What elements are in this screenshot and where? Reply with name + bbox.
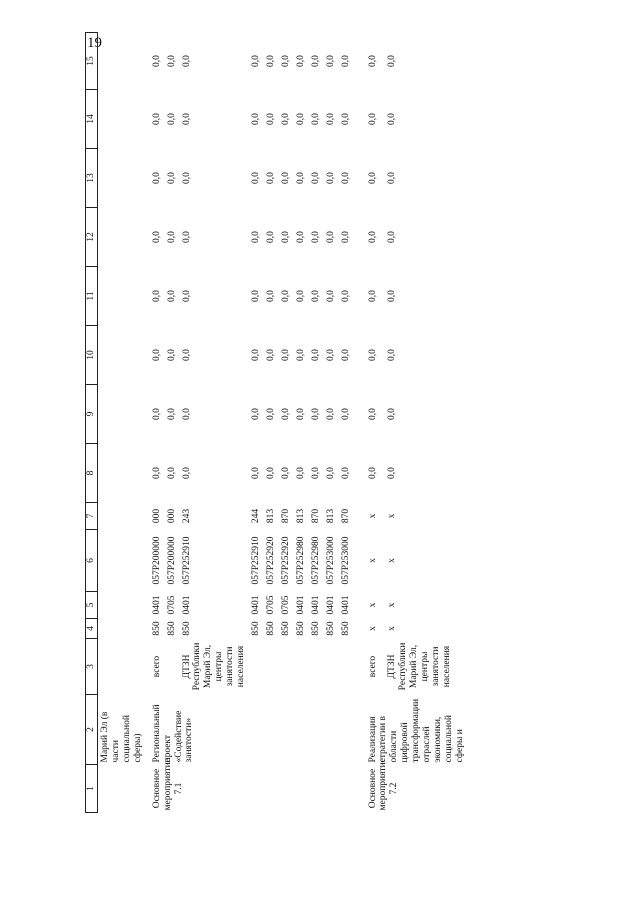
column-header: 11 [86, 267, 98, 326]
value-cell: 0,0 [166, 113, 177, 125]
value-cell: 0,0 [340, 231, 351, 243]
grbs-cell: х [387, 626, 398, 631]
value-cell: 0,0 [295, 55, 306, 67]
value-cell: 0,0 [151, 408, 162, 420]
target-code-cell: 057P252980 [310, 536, 321, 585]
value-cell: 0,0 [310, 408, 321, 420]
value-cell: 0,0 [325, 172, 336, 184]
value-cell: 0,0 [280, 290, 291, 302]
value-cell: 0,0 [265, 172, 276, 184]
expense-type-cell: 870 [280, 508, 291, 524]
target-code-cell: 057P200000 [166, 536, 177, 585]
expense-type-cell: 813 [325, 508, 336, 524]
section-code-cell: 0401 [325, 595, 336, 615]
target-code-cell: 057P252920 [265, 536, 276, 585]
value-cell: 0,0 [310, 290, 321, 302]
value-cell: 0,0 [265, 349, 276, 361]
target-code-cell: х [387, 558, 398, 563]
table-row [354, 33, 386, 813]
grbs-cell: 850 [151, 621, 162, 636]
value-cell: 0,0 [166, 55, 177, 67]
value-cell: 0,0 [387, 231, 398, 243]
column-header: 15 [86, 33, 98, 90]
executor-cell [324, 639, 339, 695]
executor-cell [279, 639, 294, 695]
column-header: 8 [86, 444, 98, 503]
value-cell: 0,0 [387, 172, 398, 184]
grbs-cell: 850 [310, 621, 321, 636]
value-cell: 0,0 [325, 231, 336, 243]
table-cell [98, 326, 146, 385]
executor-cell: всего [367, 655, 378, 678]
target-code-cell: 057P252980 [295, 536, 306, 585]
column-header: 14 [86, 90, 98, 149]
table-cell [98, 619, 146, 639]
value-cell: 0,0 [310, 349, 321, 361]
table-cell [98, 90, 146, 149]
executor-cell [339, 639, 354, 695]
section-code-cell: 0401 [295, 595, 306, 615]
value-cell: 0,0 [325, 467, 336, 479]
expense-type-cell: 813 [265, 508, 276, 524]
value-cell: 0,0 [151, 349, 162, 361]
value-cell: 0,0 [181, 290, 192, 302]
value-cell: 0,0 [340, 290, 351, 302]
value-cell: 0,0 [265, 467, 276, 479]
expense-type-cell: х [367, 513, 378, 519]
table-body [98, 33, 468, 813]
expense-type-cell: 870 [340, 508, 351, 524]
value-cell: 0,0 [280, 349, 291, 361]
table-cell [98, 639, 146, 695]
value-cell: 0,0 [295, 172, 306, 184]
value-cell: 0,0 [265, 231, 276, 243]
target-code-cell: 057P253000 [325, 536, 336, 585]
value-cell: 0,0 [325, 55, 336, 67]
table-cell [98, 592, 146, 619]
section-code-cell: 0401 [151, 595, 162, 615]
expense-type-cell: 870 [310, 508, 321, 524]
value-cell: 0,0 [151, 172, 162, 184]
rotated-table-wrapper [85, 33, 540, 813]
table-cell [98, 444, 146, 503]
grbs-cell: 850 [340, 621, 351, 636]
value-cell: 0,0 [181, 172, 192, 184]
section-code-cell: 0401 [251, 595, 262, 615]
grbs-cell: 850 [166, 621, 177, 636]
value-cell: 0,0 [387, 290, 398, 302]
section-code-cell: 0401 [181, 595, 192, 615]
value-cell: 0,0 [280, 231, 291, 243]
value-cell: 0,0 [295, 290, 306, 302]
column-header: 4 [86, 619, 98, 639]
executor-cell [264, 639, 279, 695]
value-cell: 0,0 [251, 113, 262, 125]
section-code-cell: 0401 [310, 595, 321, 615]
section-name: Основное мероприятие 7.1 [151, 758, 184, 811]
value-cell: 0,0 [280, 55, 291, 67]
column-header: 2 [86, 695, 98, 765]
value-cell: 0,0 [295, 467, 306, 479]
value-cell: 0,0 [340, 55, 351, 67]
table-cell [98, 208, 146, 267]
value-cell: 0,0 [181, 408, 192, 420]
value-cell: 0,0 [367, 290, 378, 302]
grbs-cell: 850 [325, 621, 336, 636]
value-cell: 0,0 [265, 55, 276, 67]
executor-cell [165, 639, 180, 695]
lead-text: Марий Эл (в части социальной сферы) [100, 711, 143, 763]
value-cell: 0,0 [340, 467, 351, 479]
value-cell: 0,0 [280, 467, 291, 479]
header-row [86, 33, 98, 813]
section-name: Основное мероприятие 7.2 [367, 758, 400, 811]
value-cell: 0,0 [166, 231, 177, 243]
expense-type-cell: 243 [181, 508, 192, 524]
expense-type-cell: х [387, 513, 398, 519]
value-cell: 0,0 [367, 408, 378, 420]
value-cell: 0,0 [387, 349, 398, 361]
value-cell: 0,0 [265, 408, 276, 420]
value-cell: 0,0 [166, 290, 177, 302]
executor-cell: всего [151, 655, 162, 678]
value-cell: 0,0 [251, 290, 262, 302]
target-code-cell: 057P200000 [151, 536, 162, 585]
table-cell [98, 385, 146, 444]
value-cell: 0,0 [387, 408, 398, 420]
table-cell [98, 503, 146, 530]
section-description: Реализация стратегии в области цифровой трансформации отраслей экономики, социальной сферы и [367, 698, 465, 763]
value-cell: 0,0 [251, 172, 262, 184]
executor-cell: ДТЗН Республики Марий Эл, центры занятости населения [387, 642, 453, 691]
target-code-cell: 057P252910 [251, 536, 262, 585]
value-cell: 0,0 [265, 290, 276, 302]
value-cell: 0,0 [325, 349, 336, 361]
grbs-cell: 850 [181, 621, 192, 636]
value-cell: 0,0 [166, 467, 177, 479]
value-cell: 0,0 [166, 349, 177, 361]
value-cell: 0,0 [367, 55, 378, 67]
column-header: 6 [86, 530, 98, 592]
value-cell: 0,0 [181, 467, 192, 479]
section-code-cell: х [367, 602, 378, 608]
value-cell: 0,0 [310, 113, 321, 125]
value-cell: 0,0 [367, 113, 378, 125]
grbs-cell: 850 [265, 621, 276, 636]
expense-type-cell: 244 [251, 508, 262, 524]
budget-table [85, 32, 468, 813]
executor-cell: ДТЗН Республики Марий Эл, центры занятости населения [181, 642, 247, 691]
column-header: 3 [86, 639, 98, 695]
section-description: Региональный проект «Содействие занятости» [151, 704, 195, 763]
value-cell: 0,0 [280, 113, 291, 125]
value-cell: 0,0 [295, 349, 306, 361]
target-code-cell: 057P252910 [181, 536, 192, 585]
value-cell: 0,0 [310, 231, 321, 243]
page-number: 19 [87, 35, 102, 51]
value-cell: 0,0 [325, 290, 336, 302]
column-header: 7 [86, 503, 98, 530]
value-cell: 0,0 [151, 467, 162, 479]
table-cell [98, 149, 146, 208]
value-cell: 0,0 [367, 231, 378, 243]
table-cell [98, 267, 146, 326]
value-cell: 0,0 [387, 113, 398, 125]
value-cell: 0,0 [151, 113, 162, 125]
value-cell: 0,0 [367, 172, 378, 184]
expense-type-cell: 813 [295, 508, 306, 524]
grbs-cell: 850 [280, 621, 291, 636]
section-code-cell: 0705 [265, 595, 276, 615]
value-cell: 0,0 [340, 349, 351, 361]
value-cell: 0,0 [310, 467, 321, 479]
value-cell: 0,0 [310, 55, 321, 67]
value-cell: 0,0 [295, 113, 306, 125]
value-cell: 0,0 [367, 467, 378, 479]
expense-type-cell: 000 [166, 508, 177, 524]
column-header: 1 [86, 765, 98, 813]
value-cell: 0,0 [251, 55, 262, 67]
value-cell: 0,0 [367, 349, 378, 361]
value-cell: 0,0 [280, 172, 291, 184]
table-cell [98, 33, 146, 90]
executor-cell [309, 639, 324, 695]
executor-cell [294, 639, 309, 695]
value-cell: 0,0 [280, 408, 291, 420]
value-cell: 0,0 [181, 113, 192, 125]
grbs-cell: х [367, 626, 378, 631]
target-code-cell: 057P252920 [280, 536, 291, 585]
column-header: 12 [86, 208, 98, 267]
value-cell: 0,0 [151, 290, 162, 302]
value-cell: 0,0 [387, 467, 398, 479]
executor-cell [249, 639, 264, 695]
column-header: 9 [86, 385, 98, 444]
value-cell: 0,0 [181, 55, 192, 67]
value-cell: 0,0 [310, 172, 321, 184]
target-code-cell: 057P253000 [340, 536, 351, 585]
value-cell: 0,0 [151, 55, 162, 67]
value-cell: 0,0 [181, 349, 192, 361]
column-header: 13 [86, 149, 98, 208]
value-cell: 0,0 [295, 408, 306, 420]
section-code-cell: 0705 [166, 595, 177, 615]
value-cell: 0,0 [251, 408, 262, 420]
table-row [98, 33, 146, 813]
column-header: 10 [86, 326, 98, 385]
value-cell: 0,0 [387, 55, 398, 67]
grbs-cell: 850 [251, 621, 262, 636]
value-cell: 0,0 [340, 113, 351, 125]
table-cell [98, 765, 146, 813]
section-code-cell: 0705 [280, 595, 291, 615]
value-cell: 0,0 [251, 467, 262, 479]
value-cell: 0,0 [295, 231, 306, 243]
column-header: 5 [86, 592, 98, 619]
value-cell: 0,0 [325, 113, 336, 125]
value-cell: 0,0 [166, 408, 177, 420]
target-code-cell: х [367, 558, 378, 563]
value-cell: 0,0 [265, 113, 276, 125]
value-cell: 0,0 [251, 349, 262, 361]
value-cell: 0,0 [340, 408, 351, 420]
section-code-cell: 0401 [340, 595, 351, 615]
expense-type-cell: 000 [151, 508, 162, 524]
table-cell [98, 530, 146, 592]
value-cell: 0,0 [151, 231, 162, 243]
grbs-cell: 850 [295, 621, 306, 636]
value-cell: 0,0 [166, 172, 177, 184]
section-code-cell: х [387, 602, 398, 608]
value-cell: 0,0 [340, 172, 351, 184]
table-row [146, 33, 165, 813]
value-cell: 0,0 [251, 231, 262, 243]
value-cell: 0,0 [181, 231, 192, 243]
value-cell: 0,0 [325, 408, 336, 420]
